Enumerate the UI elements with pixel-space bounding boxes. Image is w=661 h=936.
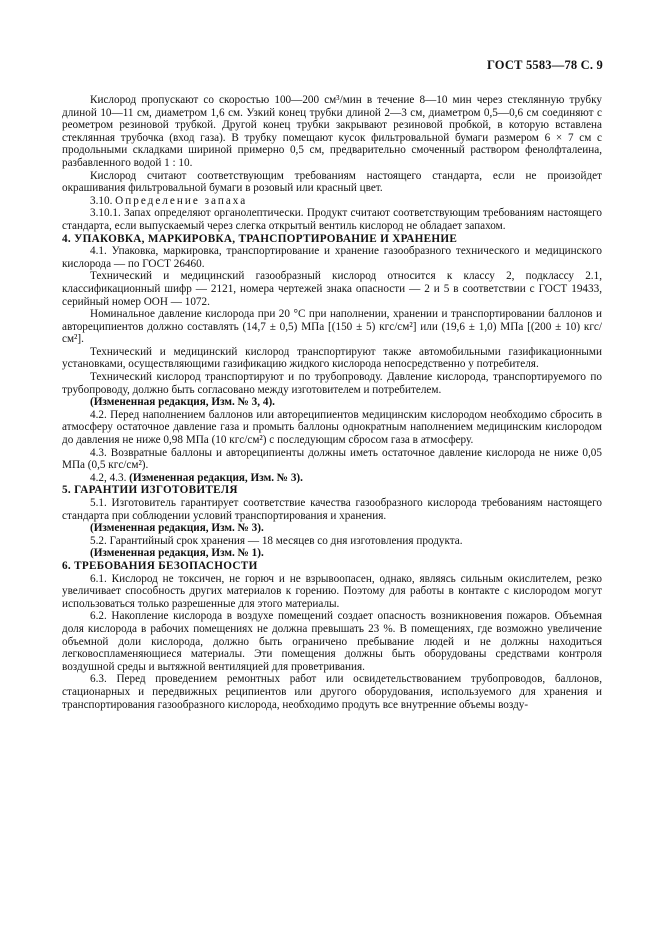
- paragraph-odor-test: 3.10.1. Запах определяют органолептически. Продукт считают соответствующим требованиям настоящего стандарта, если выпускаемый через слегка открытый вентиль кислород не обладает запахом.: [62, 207, 602, 232]
- paragraph-4-3: 4.3. Возвратные баллоны и автореципиенты должны иметь остаточное давление кислорода не ниже 0,05 МПа (0,5 кгс/см²).: [62, 446, 602, 472]
- paragraph-oxygen-flow: Кислород пропускают со скоростью 100—200 см³/мин в течение 8—10 мин через стеклянную трубку длиной 10—11 см, диаметром 1,6 см. Узкий конец трубки длиной 2—3 см, диаметром 0,5—0,6 см соединяют с реометром резиновой трубкой. Другой конец трубки закрывают резиновой пробкой, в которую вставлена стеклянная трубочка (вход газа). В трубку помещают кусок фильтровальной бумаги размером 6 × 7 см с продольными складками шириной примерно 0,5 см, предварительно смоченный раствором фенолфталеина, разбавленного водой 1 : 10.: [62, 94, 602, 169]
- paragraph-4-1: 4.1. Упаковка, маркировка, транспортирование и хранение газообразного технического и медицинского кислорода — по ГОСТ 26460.: [62, 245, 602, 270]
- amendment-text: (Измененная редакция, Изм. № 3).: [129, 471, 303, 484]
- subsection-title-odor: [62, 195, 602, 208]
- paragraph-pipeline-transport: Технический кислород транспортируют и по трубопроводу. Давление кислорода, транспортируемого по трубопроводу, должно быть согласовано между изготовителем и потребителем.: [62, 371, 602, 396]
- amendment-ref: 4.2, 4.3.: [90, 471, 130, 484]
- paragraph-5-1: 5.1. Изготовитель гарантирует соответствие качества газообразного кислорода требованиям настоящего стандарта при соблюдении условий транспортирования и хранения.: [62, 497, 602, 522]
- paragraph-6-1: 6.1. Кислород не токсичен, не горюч и не взрывоопасен, однако, являясь сильным окислителем, резко увеличивает способность других материалов к горению. Поэтому для работы в контакте с кислородом могут использоваться только разрешенные для этого материалы.: [62, 572, 602, 610]
- paragraph-oxygen-criteria: Кислород считают соответствующим требованиям настоящего стандарта, если не произойдет окрашивания фильтровальной бумаги в розовый или красный цвет.: [62, 169, 602, 195]
- page-header: ГОСТ 5583—78 С. 9: [486, 58, 603, 72]
- paragraph-6-2: 6.2. Накопление кислорода в воздухе помещений создает опасность возникновения пожаров. Объемная доля кислорода в рабочих помещениях не должна превышать 23 %. В помещениях, где возможно увеличение объемной доли кислорода, должно быть ограничено пребывание людей и не должны находиться легковоспламеняющиеся материалы. Эти помещения должны быть оборудованы средствами контроля воздушной среды и вытяжной вентиляцией для проветривания.: [62, 610, 602, 673]
- paragraph-nominal-pressure: Номинальное давление кислорода при 20 °С при наполнении, хранении и транспортировании баллонов и автореципиентов должно составлять (14,7 ± 0,5) МПа [(150 ± 5) кгс/см²] или (19,6 ± 1,0) МПа [(200 ± 10) кгс/см²].: [62, 308, 602, 346]
- amendment-note-1: (Измененная редакция, Изм. № 3, 4).: [90, 396, 275, 409]
- section-heading-4: 4. УПАКОВКА, МАРКИРОВКА, ТРАНСПОРТИРОВАНИЕ И ХРАНЕНИЕ: [62, 232, 458, 245]
- paragraph-gasification-transport: Технический и медицинский кислород транспортируют также автомобильными газификационными установками, осуществляющими газификацию жидкого кислорода непосредственно у потребителя.: [62, 345, 602, 371]
- amendment-note-3: (Измененная редакция, Изм. № 3).: [90, 522, 264, 535]
- paragraph-4-2: 4.2. Перед наполнением баллонов или автореципиентов медицинским кислородом необходимо сбросить в атмосферу остаточное давление газа и промыть баллоны однократным наполнением медицинским кислородом до давления не ниже 0,98 МПа (10 кгс/см²) с последующим сбросом газа в атмосферу.: [62, 408, 602, 447]
- paragraph-5-2: 5.2. Гарантийный срок хранения — 18 месяцев со дня изготовления продукта.: [90, 534, 463, 547]
- section-heading-6: 6. ТРЕБОВАНИЯ БЕЗОПАСНОСТИ: [62, 559, 258, 572]
- paragraph-hazard-class: Технический и медицинский газообразный кислород относится к классу 2, подклассу 2.1, классификационный шифр — 2121, номера чертежей знака опасности — 2 и 5 в соответствии с ГОСТ 19433, серийный номер ООН — 1072.: [62, 270, 602, 308]
- paragraph-6-3: 6.3. Перед проведением ремонтных работ или освидетельствованием трубопроводов, баллонов, стационарных и передвижных реципиентов или другого оборудования, используемого для хранения и транспортирования газообразного кислорода, необходимо продуть все внутренние объемы возду-: [62, 673, 602, 711]
- section-heading-5: 5. ГАРАНТИИ ИЗГОТОВИТЕЛЯ: [62, 484, 238, 497]
- amendment-note-4: (Измененная редакция, Изм. № 1).: [90, 547, 264, 560]
- document-body: [62, 94, 602, 711]
- subsection-number: 3.10.: [90, 194, 116, 207]
- subsection-title-text: Определение запаха: [115, 194, 248, 207]
- amendment-note-2: [62, 472, 602, 485]
